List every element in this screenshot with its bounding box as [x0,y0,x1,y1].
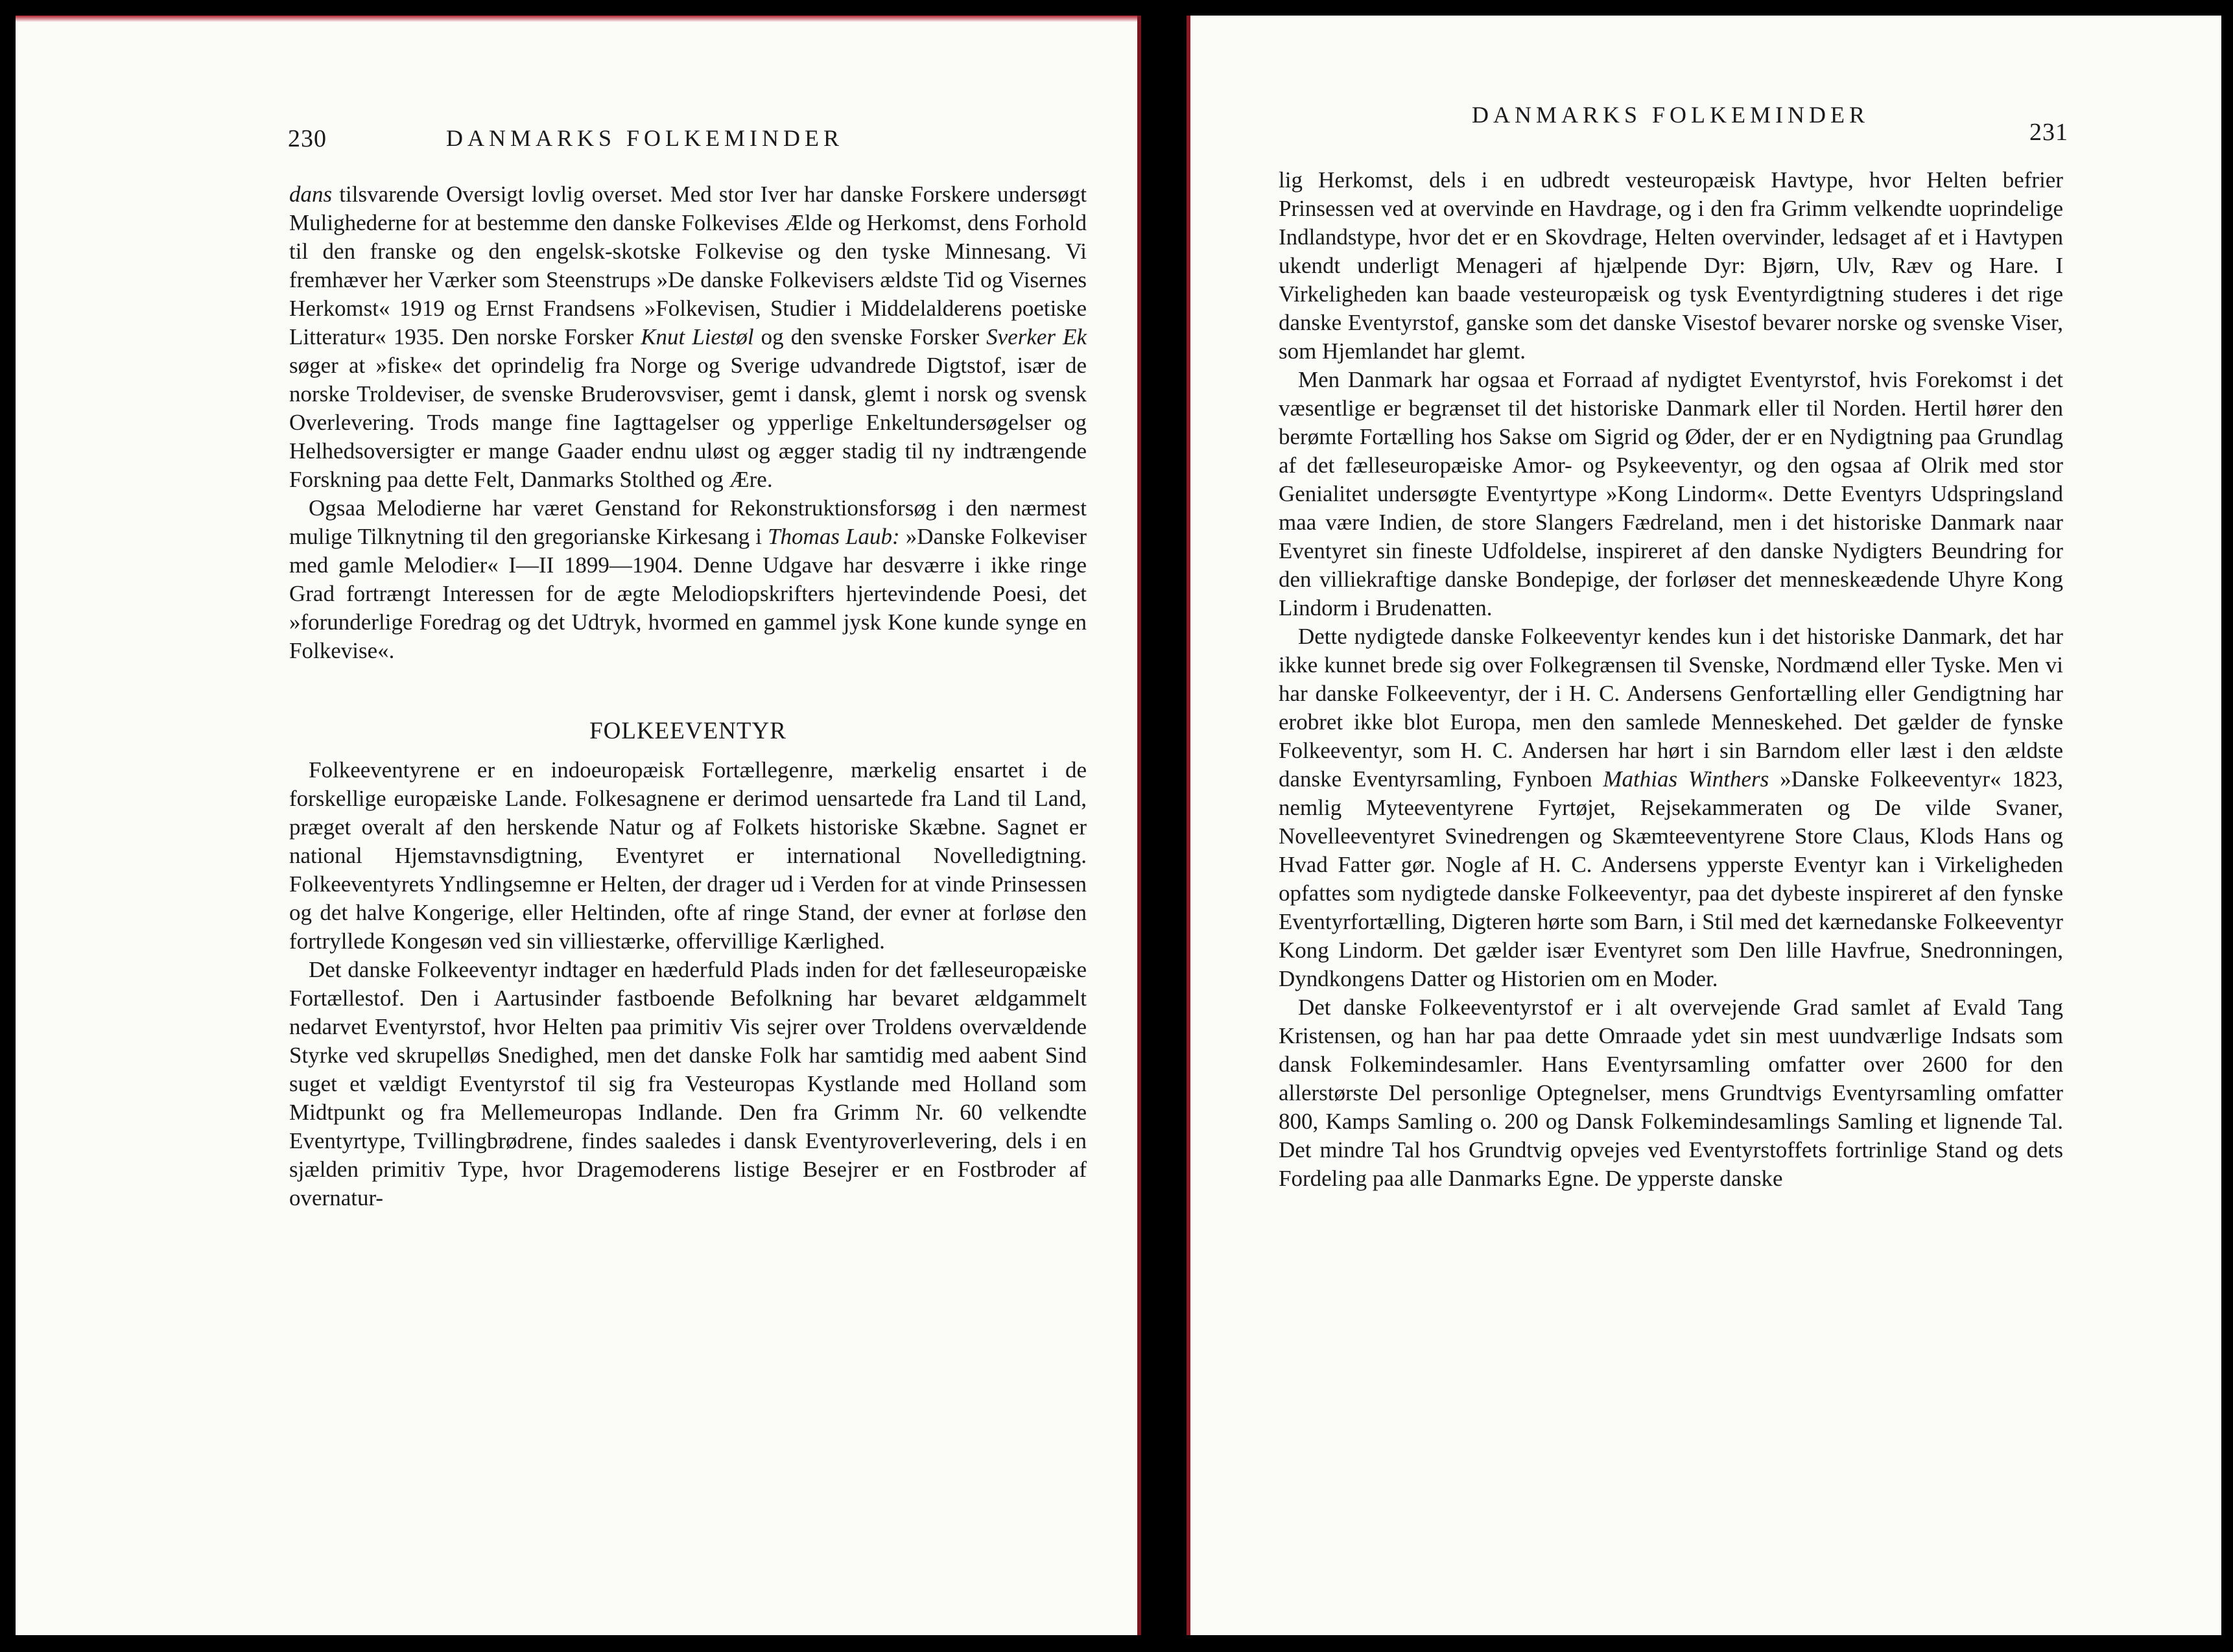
paragraph: lig Herkomst, dels i en udbredt vesteuropæisk Havtype, hvor Helten befrier Prinsessen ved at overvinde en Havdrage, og i den fra Grimm velkendte uoprindelige Indlandstype, hvor det er en Skovdrage, Helten overvinder, ledsaget af et i Havtypen ukendt underligt Menageri af hjælpende Dyr: Bjørn, Ulv, Ræv og Hare. I Virkeligheden kan baade vesteuropæisk og tysk Eventyrdigtning studeres i det rige danske Eventyrstof, ganske som det danske Visestof bevarer norske og svenske Viser, som Hjemlandet har glemt. [1279,167,2063,364]
paragraph [289,494,1087,665]
text-run: Ogsaa Melodierne har været Genstand for Rekonstruktionsforsøg i den nærmest mulige Tilknytning til den gregorianske Kirkesang i [289,495,1087,549]
body-text [289,180,1087,1212]
text-run: og den svenske Forsker [753,324,987,349]
author-name: Sverker Ek [986,324,1087,349]
section-heading: FOLKEEVENTYR [589,718,786,744]
page-number: 231 [2029,119,2068,146]
paragraph: Det danske Folkeeventyr indtager en hæderfuld Plads inden for det fælleseuropæiske Fortællestof. Den i Aartusinder fastboende Befolkning har bevaret ældgammelt nedarvet Eventyrstof, hvor Helten paa primitiv Vis sejrer over Troldens overvældende Styrke ved skrupelløs Snedighed, men det danske Folk har samtidig med aabent Sind suget et vældigt Eventyrstof til sig fra Vesteuropas Kystlande med Holland som Midtpunkt og fra Mellemeuropas Indlande. Den fra Grimm Nr. 60 velkendte Eventyrtype, Tvillingbrødrene, findes saaledes i dansk Eventyroverlevering, dels i en sjælden primitiv Type, hvor Dragemoderens listige Besejrer er en Fostbroder af overnatur- [289,957,1087,1210]
italic-word: dans [289,182,333,207]
left-page [16,16,1141,1635]
paragraph [289,180,1087,494]
author-name: Knut Liestøl [641,324,754,349]
text-run: Dette nydigtede danske Folkeeventyr kendes kun i det historiske Danmark, det har ikke kunnet brede sig over Folkegrænsen til Svenske, Nordmænd eller Tyske. Men vi har danske Folkeeventyr, der i H. C. Andersens Genfortælling eller Gendigtning har erobret ikke blot Europa, men den samlede Menneskehed. Det gælder de fynske Folkeeventyr, som H. C. Andersen har hørt i sin Barndom eller læst i den ældste danske Eventyrsamling, Fynboen [1279,624,2063,792]
running-head: DANMARKS FOLKEMINDER [1472,102,1870,128]
paragraph [1279,622,2063,993]
author-name: Thomas Laub: [768,524,900,549]
text-run: søger at »fiske« det oprindelig fra Norge og Sverige udvandrede Digtstof, især de norske Troldeviser, de svenske Bruderovsviser, gemt i dansk, glemt i norsk og svensk Overlevering. Trods mange fine Iagttagelser og ypperlige Enkeltundersøgelser og Helhedsoversigter er mange Gaader endnu uløst og ægger stadig til ny indtrængende Forskning paa dette Felt, Danmarks Stolthed og Ære. [289,353,1087,492]
body-text [1279,166,2063,1193]
running-head: DANMARKS FOLKEMINDER [446,125,844,151]
text-run: »Danske Folkeeventyr« 1823, nemlig Myteeventyrene Fyrtøjet, Rejsekammeraten og De vilde Svaner, Novelleeventyret Svinedrengen og Skæmteeventyrene Store Claus, Klods Hans og Hvad Fatter gør. Nogle af H. C. Andersens ypperste Eventyr kan i Virkeligheden opfattes som nydigtede danske Folkeeventyr, paa det dybeste inspireret af den fynske Eventyrfortælling, Digteren hørte som Barn, i Stil med det kærnedanske Folkeeventyr Kong Lindorm. Det gælder især Eventyret som Den lille Havfrue, Snedronningen, Dyndkongens Datter og Historien om en Moder. [1279,766,2063,991]
text-run: »Danske Folkeviser med gamle Melodier« I—II 1899—1904. Denne Udgave har desværre i ikke ringe Grad fortrængt Interessen for de ægte Melodiopskrifters hjertevindende Poesi, det »forunderlige Foredrag og det Udtryk, hvormed en gammel jysk Kone kunde synge en Folkevise«. [289,524,1087,663]
paragraph: Men Danmark har ogsaa et Forraad af nydigtet Eventyrstof, hvis Forekomst i det væsentlige er begrænset til det historiske Danmark eller til Norden. Hertil hører den berømte Fortælling hos Sakse om Sigrid og Øder, der er en Nydigtning paa Grundlag af det fælleseuropæiske Amor- og Psykeeventyr, og den ogsaa af Olrik med stor Genialitet undersøgte Eventyrtype »Kong Lindorm«. Dette Eventyrs Udspringsland maa være Indien, de store Slangers Fædreland, men i det historiske Danmark naar Eventyret sin fineste Udfoldelse, inspireret af den danske Nydigters Beundring for den villiekraftige danske Bondepige, der forløser det menneskeædende Uhyre Kong Lindorm i Brudenatten. [1279,367,2063,620]
right-page [1187,16,2221,1635]
paragraph: Folkeeventyrene er en indoeuropæisk Fortællegenre, mærkelig ensartet i de forskellige europæiske Lande. Folkesagnene er derimod uensartede fra Land til Land, præget overalt af den herskende Natur og af Folkets historiske Skæbne. Sagnet er national Hjemstavnsdigtning, Eventyret er international Novelledigtning. Folkeeventyrets Yndlingsemne er Helten, der drager ud i Verden for at vinde Prinsessen og det halve Kongerige, eller Heltinden, ofte af ringe Stand, der evner at forløse den fortryllede Kongesøn ved sin villiestærke, offervillige Kærlighed. [289,757,1087,954]
page-number: 230 [288,125,327,152]
author-name: Mathias Winthers [1603,766,1769,792]
text-run: tilsvarende Oversigt lovlig overset. Med stor Iver har danske Forskere undersøgt Mulighederne for at bestemme den danske Folkevises Ælde og Herkomst, dens Forhold til den franske og den engelsk-skotske Folkevise og den tyske Minnesang. Vi fremhæver her Værker som Steenstrups »De danske Folkevisers ældste Tid og Visernes Herkomst« 1919 og Ernst Frandsens »Folkevisen, Studier i Middelalderens poetiske Litteratur« 1935. Den norske Forsker [289,182,1087,349]
paragraph: Det danske Folkeeventyrstof er i alt overvejende Grad samlet af Evald Tang Kristensen, og han har paa dette Omraade ydet sin mest uundværlige Indsats som dansk Folkemindesamler. Hans Eventyrsamling omfatter over 2600 for den allerstørste Del personlige Optegnelser, mens Grundtvigs Eventyrsamling omfatter 800, Kamps Samling o. 200 og Dansk Folkemindesamlings Samling et lignende Tal. Det mindre Tal hos Grundtvig opvejes ved Eventyrstoffets fortrinlige Stand og dets Fordeling paa alle Danmarks Egne. De ypperste danske [1279,995,2063,1191]
